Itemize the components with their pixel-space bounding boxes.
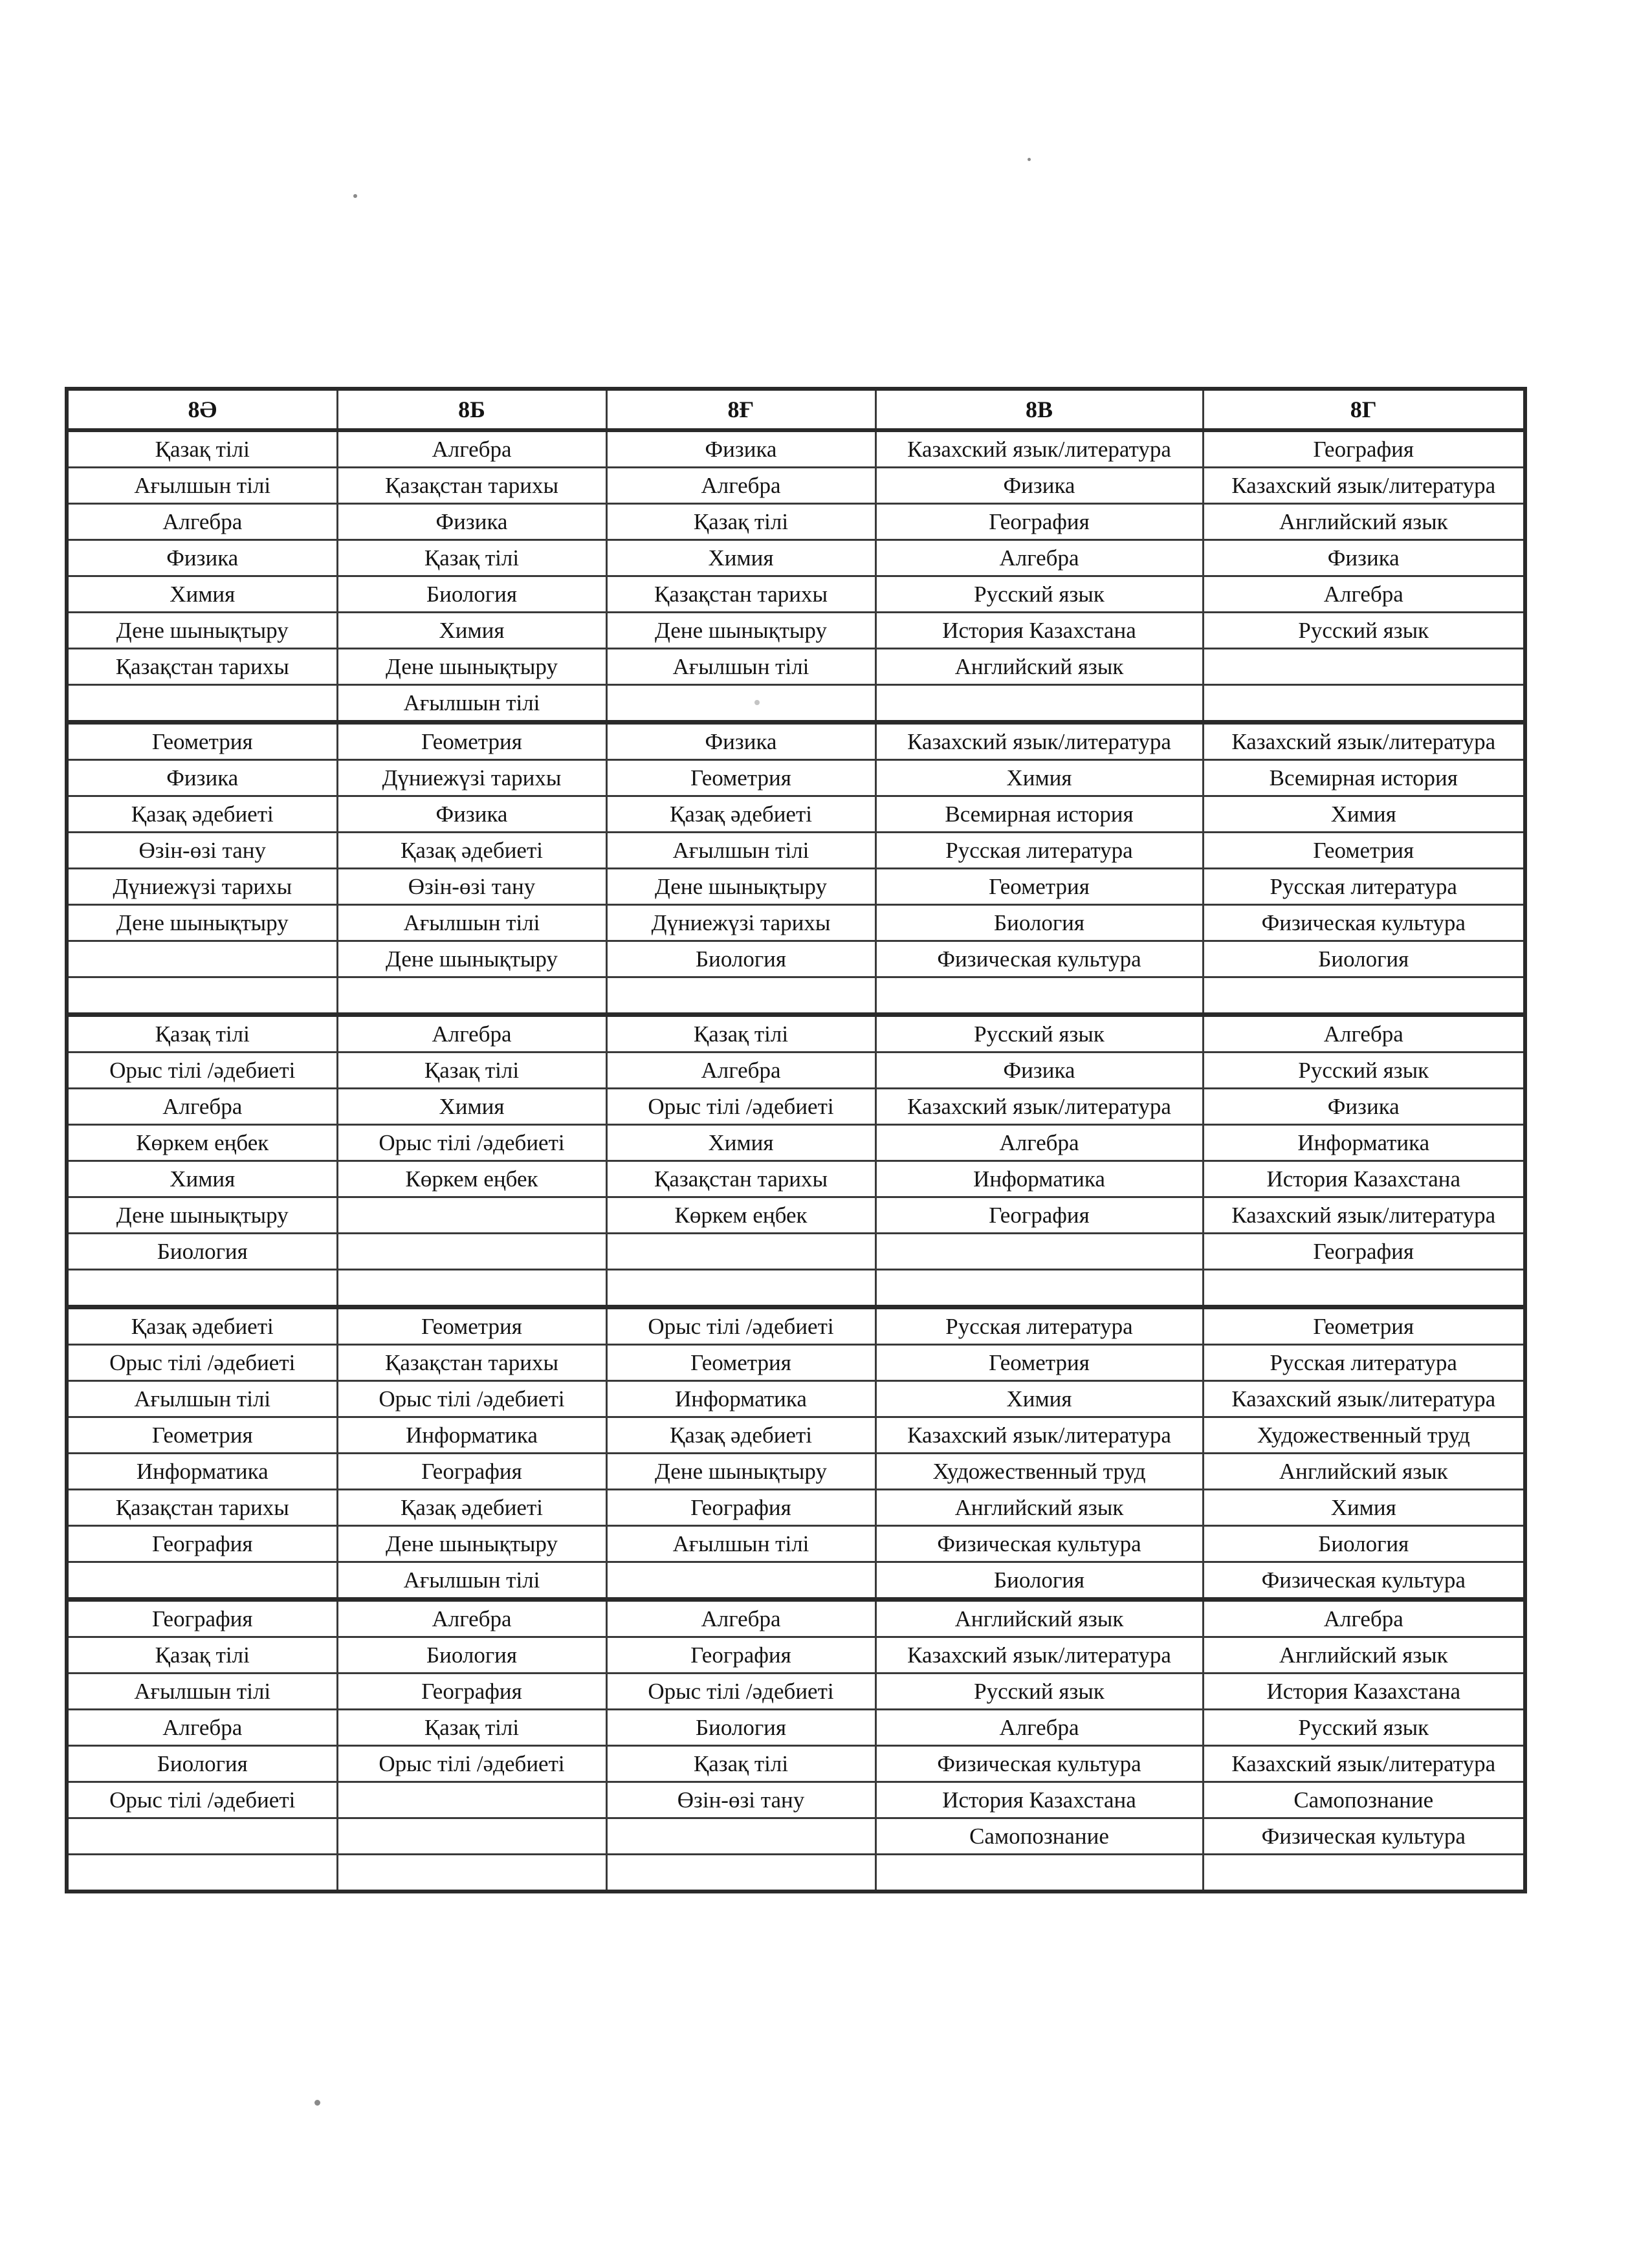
lesson-cell <box>606 977 875 1015</box>
lesson-cell: Ағылшын тілі <box>337 1562 606 1600</box>
lesson-cell: Алгебра <box>337 1600 606 1637</box>
table-row <box>67 977 1525 1015</box>
lesson-cell: Дүниежүзі тарихы <box>337 760 606 796</box>
lesson-cell: Физическая культура <box>1203 1562 1525 1600</box>
lesson-cell <box>1203 649 1525 685</box>
lesson-cell: Алгебра <box>875 540 1203 576</box>
lesson-cell: Геометрия <box>875 869 1203 905</box>
lesson-cell: Химия <box>67 1161 337 1197</box>
table-row <box>67 1600 1525 1637</box>
lesson-cell: Английский язык <box>875 649 1203 685</box>
lesson-cell: Русская литература <box>875 833 1203 869</box>
lesson-cell: География <box>875 504 1203 540</box>
lesson-cell <box>606 1855 875 1892</box>
lesson-cell: Информатика <box>875 1161 1203 1197</box>
lesson-cell: Английский язык <box>1203 1454 1525 1490</box>
scan-speck <box>314 2100 320 2106</box>
lesson-cell: Көркем еңбек <box>67 1125 337 1161</box>
lesson-cell: Қазақстан тарихы <box>67 649 337 685</box>
lesson-cell: Биология <box>337 576 606 613</box>
lesson-cell: Дене шынықтыру <box>337 1526 606 1562</box>
table-row <box>67 1015 1525 1052</box>
table-row <box>67 723 1525 760</box>
lesson-cell: Орыс тілі /әдебиеті <box>337 1381 606 1417</box>
lesson-cell: Химия <box>1203 1490 1525 1526</box>
lesson-cell: Физика <box>606 430 875 468</box>
lesson-cell: Ағылшын тілі <box>337 905 606 941</box>
lesson-cell: Физика <box>1203 1089 1525 1125</box>
lesson-cell: География <box>1203 1234 1525 1270</box>
table-row <box>67 504 1525 540</box>
lesson-cell: Физика <box>67 760 337 796</box>
lesson-cell <box>337 1234 606 1270</box>
lesson-cell: Геометрия <box>337 1307 606 1345</box>
table-row <box>67 905 1525 941</box>
lesson-cell: История Казахстана <box>1203 1674 1525 1710</box>
lesson-cell: Алгебра <box>875 1710 1203 1746</box>
lesson-cell <box>337 1197 606 1234</box>
table-row <box>67 1089 1525 1125</box>
table-row <box>67 1710 1525 1746</box>
lesson-cell: Казахский язык/литература <box>1203 468 1525 504</box>
table-row <box>67 1818 1525 1855</box>
lesson-cell: Қазақ тілі <box>337 1710 606 1746</box>
table-row <box>67 613 1525 649</box>
lesson-cell: Физическая культура <box>1203 1818 1525 1855</box>
lesson-cell: Физическая культура <box>875 1526 1203 1562</box>
lesson-cell: Биология <box>1203 1526 1525 1562</box>
lesson-cell: Геометрия <box>1203 1307 1525 1345</box>
lesson-cell: Всемирная история <box>1203 760 1525 796</box>
lesson-cell: Физика <box>1203 540 1525 576</box>
lesson-cell: Всемирная история <box>875 796 1203 833</box>
lesson-cell: Казахский язык/литература <box>875 1637 1203 1674</box>
lesson-cell: Физика <box>337 796 606 833</box>
lesson-cell: Физическая культура <box>875 941 1203 977</box>
lesson-cell: Физика <box>875 1052 1203 1089</box>
table-row <box>67 1345 1525 1381</box>
lesson-cell: История Казахстана <box>1203 1161 1525 1197</box>
lesson-cell: Русский язык <box>875 1015 1203 1052</box>
lesson-cell: Алгебра <box>606 1052 875 1089</box>
scan-speck <box>1028 158 1031 161</box>
schedule-table <box>65 387 1527 1893</box>
lesson-cell <box>67 1818 337 1855</box>
lesson-cell <box>1203 1270 1525 1307</box>
lesson-cell: Английский язык <box>875 1490 1203 1526</box>
table-row <box>67 1637 1525 1674</box>
table-row <box>67 1052 1525 1089</box>
lesson-cell: Орыс тілі /әдебиеті <box>337 1746 606 1782</box>
table-row <box>67 1674 1525 1710</box>
lesson-cell <box>337 1855 606 1892</box>
lesson-cell: Английский язык <box>1203 1637 1525 1674</box>
class-header-8g: 8Г <box>1203 389 1525 430</box>
lesson-cell: Орыс тілі /әдебиеті <box>606 1089 875 1125</box>
lesson-cell <box>67 1562 337 1600</box>
table-row <box>67 1270 1525 1307</box>
lesson-cell: Физическая культура <box>1203 905 1525 941</box>
lesson-cell: География <box>606 1637 875 1674</box>
day-block-2 <box>67 723 1525 1015</box>
lesson-cell: Биология <box>337 1637 606 1674</box>
lesson-cell: Алгебра <box>337 430 606 468</box>
table-row <box>67 1307 1525 1345</box>
table-row <box>67 576 1525 613</box>
lesson-cell: Биология <box>67 1746 337 1782</box>
lesson-cell: Дене шынықтыру <box>67 613 337 649</box>
lesson-cell: География <box>67 1526 337 1562</box>
lesson-cell: Қазақ әдебиеті <box>337 833 606 869</box>
table-row <box>67 1161 1525 1197</box>
lesson-cell: Русский язык <box>875 1674 1203 1710</box>
lesson-cell: Орыс тілі /әдебиеті <box>67 1782 337 1818</box>
lesson-cell: Дене шынықтыру <box>606 613 875 649</box>
lesson-cell: Орыс тілі /әдебиеті <box>606 1674 875 1710</box>
lesson-cell: Информатика <box>606 1381 875 1417</box>
lesson-cell <box>875 1270 1203 1307</box>
lesson-cell: Қазақ тілі <box>337 1052 606 1089</box>
table-row <box>67 540 1525 576</box>
lesson-cell: Ағылшын тілі <box>67 1381 337 1417</box>
header-row <box>67 389 1525 430</box>
lesson-cell <box>337 1818 606 1855</box>
lesson-cell: Қазақстан тарихы <box>337 1345 606 1381</box>
table-row <box>67 1782 1525 1818</box>
class-header-8a: 8Ә <box>67 389 337 430</box>
lesson-cell <box>337 1782 606 1818</box>
table-row <box>67 468 1525 504</box>
table-row <box>67 1454 1525 1490</box>
lesson-cell: Алгебра <box>67 1089 337 1125</box>
lesson-cell: Физика <box>875 468 1203 504</box>
lesson-cell: Орыс тілі /әдебиеті <box>67 1052 337 1089</box>
lesson-cell: Алгебра <box>875 1125 1203 1161</box>
lesson-cell <box>606 1562 875 1600</box>
lesson-cell: Русский язык <box>875 576 1203 613</box>
lesson-cell: Қазақстан тарихы <box>606 576 875 613</box>
lesson-cell: Химия <box>67 576 337 613</box>
table-header <box>67 389 1525 430</box>
lesson-cell: Английский язык <box>1203 504 1525 540</box>
lesson-cell: Ағылшын тілі <box>606 1526 875 1562</box>
lesson-cell: Биология <box>67 1234 337 1270</box>
table-row <box>67 685 1525 723</box>
lesson-cell: Физика <box>67 540 337 576</box>
lesson-cell: Қазақ тілі <box>606 1746 875 1782</box>
lesson-cell: История Казахстана <box>875 1782 1203 1818</box>
lesson-cell: Химия <box>337 613 606 649</box>
lesson-cell <box>1203 977 1525 1015</box>
lesson-cell: Биология <box>875 1562 1203 1600</box>
day-block-4 <box>67 1307 1525 1600</box>
lesson-cell: Геометрия <box>606 760 875 796</box>
lesson-cell: Казахский язык/литература <box>1203 1746 1525 1782</box>
table-row <box>67 1746 1525 1782</box>
lesson-cell <box>875 685 1203 723</box>
lesson-cell <box>337 977 606 1015</box>
scan-speck <box>353 194 357 198</box>
lesson-cell: Ағылшын тілі <box>337 685 606 723</box>
lesson-cell: Биология <box>606 1710 875 1746</box>
lesson-cell: Ағылшын тілі <box>67 1674 337 1710</box>
lesson-cell: Алгебра <box>67 1710 337 1746</box>
table-row <box>67 1490 1525 1526</box>
lesson-cell <box>67 941 337 977</box>
lesson-cell: Русский язык <box>1203 1710 1525 1746</box>
lesson-cell: Казахский язык/литература <box>875 1089 1203 1125</box>
day-block-1 <box>67 430 1525 723</box>
lesson-cell <box>875 1234 1203 1270</box>
lesson-cell: Көркем еңбек <box>606 1197 875 1234</box>
lesson-cell: Қазақ тілі <box>67 1637 337 1674</box>
lesson-cell <box>67 1855 337 1892</box>
lesson-cell: Химия <box>1203 796 1525 833</box>
lesson-cell: Қазақ әдебиеті <box>606 796 875 833</box>
lesson-cell <box>67 1270 337 1307</box>
lesson-cell: Орыс тілі /әдебиеті <box>606 1307 875 1345</box>
lesson-cell: Дене шынықтыру <box>337 941 606 977</box>
lesson-cell <box>606 1234 875 1270</box>
lesson-cell: Қазақ тілі <box>67 430 337 468</box>
lesson-cell: Қазақ әдебиеті <box>606 1417 875 1454</box>
lesson-cell: Казахский язык/литература <box>875 430 1203 468</box>
lesson-cell: Геометрия <box>67 723 337 760</box>
table-row <box>67 796 1525 833</box>
lesson-cell: Өзін-өзі тану <box>337 869 606 905</box>
lesson-cell: Геометрия <box>1203 833 1525 869</box>
table-row <box>67 1417 1525 1454</box>
lesson-cell: Алгебра <box>1203 1015 1525 1052</box>
lesson-cell: Химия <box>337 1089 606 1125</box>
lesson-cell: Химия <box>875 1381 1203 1417</box>
lesson-cell: Ағылшын тілі <box>606 833 875 869</box>
lesson-cell: Орыс тілі /әдебиеті <box>337 1125 606 1161</box>
lesson-cell: Қазақстан тарихы <box>606 1161 875 1197</box>
lesson-cell <box>337 1270 606 1307</box>
lesson-cell: Химия <box>606 540 875 576</box>
table-row <box>67 1526 1525 1562</box>
lesson-cell: Физика <box>337 504 606 540</box>
lesson-cell: Дене шынықтыру <box>67 905 337 941</box>
lesson-cell: География <box>1203 430 1525 468</box>
lesson-cell: Қазақ тілі <box>606 504 875 540</box>
lesson-cell: Информатика <box>337 1417 606 1454</box>
lesson-cell: Қазақ әдебиеті <box>67 1307 337 1345</box>
lesson-cell <box>875 1855 1203 1892</box>
lesson-cell: Химия <box>606 1125 875 1161</box>
lesson-cell: Русская литература <box>1203 1345 1525 1381</box>
lesson-cell: Қазақстан тарихы <box>337 468 606 504</box>
lesson-cell: Қазақ әдебиеті <box>337 1490 606 1526</box>
lesson-cell <box>1203 685 1525 723</box>
lesson-cell: Художественный труд <box>1203 1417 1525 1454</box>
lesson-cell: Ағылшын тілі <box>606 649 875 685</box>
class-header-8v: 8В <box>875 389 1203 430</box>
lesson-cell: Казахский язык/литература <box>875 1417 1203 1454</box>
table-row <box>67 941 1525 977</box>
lesson-cell: Орыс тілі /әдебиеті <box>67 1345 337 1381</box>
lesson-cell: Ағылшын тілі <box>67 468 337 504</box>
lesson-cell: Дүниежүзі тарихы <box>606 905 875 941</box>
lesson-cell: Алгебра <box>1203 576 1525 613</box>
lesson-cell: Алгебра <box>337 1015 606 1052</box>
lesson-cell: Информатика <box>1203 1125 1525 1161</box>
lesson-cell: Қазақ тілі <box>337 540 606 576</box>
lesson-cell: Көркем еңбек <box>337 1161 606 1197</box>
table-row <box>67 1855 1525 1892</box>
lesson-cell: Қазақ тілі <box>67 1015 337 1052</box>
lesson-cell <box>606 1270 875 1307</box>
lesson-cell: Русская литература <box>875 1307 1203 1345</box>
class-header-8g-kz: 8Ғ <box>606 389 875 430</box>
lesson-cell: Казахский язык/литература <box>1203 723 1525 760</box>
lesson-cell: Геометрия <box>606 1345 875 1381</box>
lesson-cell: Өзін-өзі тану <box>67 833 337 869</box>
lesson-cell: Русский язык <box>1203 1052 1525 1089</box>
lesson-cell: Химия <box>875 760 1203 796</box>
lesson-cell: Қазақ әдебиеті <box>67 796 337 833</box>
lesson-cell: География <box>337 1454 606 1490</box>
lesson-cell: Информатика <box>67 1454 337 1490</box>
table-row <box>67 833 1525 869</box>
table-row <box>67 1197 1525 1234</box>
table-row <box>67 1562 1525 1600</box>
table-row <box>67 869 1525 905</box>
lesson-cell: Биология <box>875 905 1203 941</box>
lesson-cell: Қазақ тілі <box>606 1015 875 1052</box>
lesson-cell: География <box>67 1600 337 1637</box>
table-row <box>67 1125 1525 1161</box>
lesson-cell: Русская литература <box>1203 869 1525 905</box>
lesson-cell: Дене шынықтыру <box>606 869 875 905</box>
lesson-cell: Самопознание <box>875 1818 1203 1855</box>
lesson-cell: Художественный труд <box>875 1454 1203 1490</box>
lesson-cell: Дене шынықтыру <box>606 1454 875 1490</box>
lesson-cell <box>1203 1855 1525 1892</box>
lesson-cell: География <box>337 1674 606 1710</box>
lesson-cell: Английский язык <box>875 1600 1203 1637</box>
lesson-cell: Қазақстан тарихы <box>67 1490 337 1526</box>
table-row <box>67 760 1525 796</box>
lesson-cell: Биология <box>1203 941 1525 977</box>
table-row <box>67 1381 1525 1417</box>
lesson-cell: Русский язык <box>1203 613 1525 649</box>
lesson-cell: Алгебра <box>606 468 875 504</box>
lesson-cell: Геометрия <box>67 1417 337 1454</box>
lesson-cell <box>606 685 875 723</box>
lesson-cell: Физическая культура <box>875 1746 1203 1782</box>
lesson-cell: Геометрия <box>337 723 606 760</box>
lesson-cell <box>875 977 1203 1015</box>
lesson-cell: Казахский язык/литература <box>875 723 1203 760</box>
lesson-cell: Алгебра <box>1203 1600 1525 1637</box>
lesson-cell: Казахский язык/литература <box>1203 1197 1525 1234</box>
lesson-cell: География <box>875 1197 1203 1234</box>
lesson-cell: Казахский язык/литература <box>1203 1381 1525 1417</box>
lesson-cell: Биология <box>606 941 875 977</box>
lesson-cell: Алгебра <box>67 504 337 540</box>
lesson-cell: Дүниежүзі тарихы <box>67 869 337 905</box>
lesson-cell: Дене шынықтыру <box>67 1197 337 1234</box>
lesson-cell: География <box>606 1490 875 1526</box>
lesson-cell <box>606 1818 875 1855</box>
table-row <box>67 430 1525 468</box>
lesson-cell: Физика <box>606 723 875 760</box>
day-block-3 <box>67 1015 1525 1307</box>
table-row <box>67 1234 1525 1270</box>
table-row <box>67 649 1525 685</box>
lesson-cell: Алгебра <box>606 1600 875 1637</box>
lesson-cell <box>67 685 337 723</box>
day-block-5 <box>67 1600 1525 1892</box>
lesson-cell: Геометрия <box>875 1345 1203 1381</box>
class-header-8b: 8Б <box>337 389 606 430</box>
lesson-cell: Өзін-өзі тану <box>606 1782 875 1818</box>
lesson-cell: История Казахстана <box>875 613 1203 649</box>
lesson-cell: Дене шынықтыру <box>337 649 606 685</box>
lesson-cell: Самопознание <box>1203 1782 1525 1818</box>
lesson-cell <box>67 977 337 1015</box>
